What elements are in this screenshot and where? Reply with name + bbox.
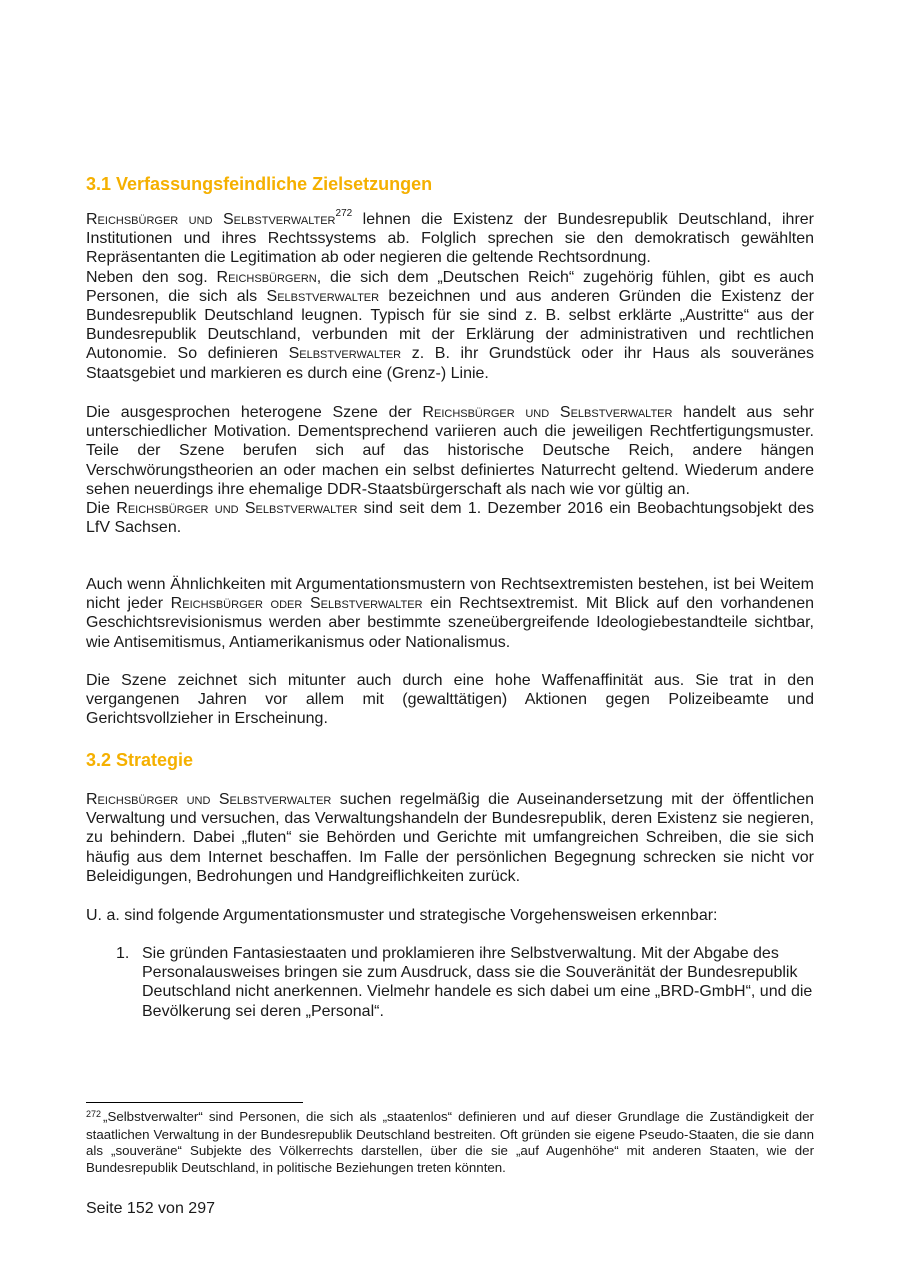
text-run: sind seit dem 1. Dezember 2016 ein Beobachtungsobjekt des LfV Sachsen. (86, 500, 814, 537)
section-body (86, 403, 814, 537)
footnote-separator (86, 1102, 303, 1103)
small-caps-term: Reichsbürger und Selbstverwalter (86, 791, 332, 808)
text-run: Die ausgesprochen heterogene Szene der (86, 404, 423, 421)
text-run: z. B. ihr Grundstück oder ihr Haus als souveränes Staatsgebiet und markieren es durch eine (Grenz-) Linie. (86, 345, 814, 382)
paragraph (86, 499, 814, 537)
paragraph (86, 671, 814, 729)
text-run: U. a. sind folgende Argumentationsmuster und strategische Vorgehensweisen erkennbar: (86, 907, 718, 924)
text-run: Neben den sog. (86, 268, 217, 286)
section-body (86, 207, 815, 383)
small-caps-term: Reichsbürger und Selbstverwalter (116, 500, 358, 518)
paragraph (86, 790, 814, 886)
small-caps-term: Reichsbürger und Selbstverwalter (86, 211, 336, 228)
paragraph (86, 906, 814, 925)
list-item-text: Sie gründen Fantasiestaaten und proklamieren ihre Selbstverwaltung. Mit der Abgabe des Personalausweises bringen sie zum Ausdruck, dass sie die Souveränität der Bundesrepublik Deutschland nicht anerkennen. Vielmehr handele es sich dabei um eine „BRD-GmbH“, und die Bevölkerung sei deren „Personal“. (142, 945, 813, 1020)
footnote (86, 1109, 814, 1176)
section-body (86, 906, 814, 925)
text-run: Die (86, 500, 117, 518)
footnote-reference: 272 (335, 207, 353, 219)
section-body (86, 575, 814, 652)
text-run: , die sich dem „Deutschen Reich“ zugehörig fühlen, gibt es auch Personen, die sich als (86, 268, 814, 305)
small-caps-term: Reichsbürger oder Selbstverwalter (170, 595, 423, 613)
text-run: ein Rechtsextremist. Mit Blick auf den vorhandenen Geschichtsrevisionismus werden aber bestimmte szeneübergreifende Ideologiebestandteile sichtbar, wie Antisemitismus, Antiamerikanismus oder Nationalismus. (86, 595, 814, 651)
small-caps-term: Selbstverwalter (266, 287, 380, 305)
text-run: lehnen die Existenz der Bundesrepublik Deutschland, ihrer Institutionen und ihres Rechtssystems ab. Folglich sprechen sie den demokratisch gewählten Repräsentanten die Legitimation ab oder negieren die geltende Rechtsordnung. (86, 211, 814, 267)
text-run: suchen regelmäßig die Auseinandersetzung mit der öffentlichen Verwaltung und versuchen, das Verwaltungshandeln der Bundesrepublik, deren Existenz sie negieren, zu behindern. Dabei „fluten“ sie Behörden und Gerichte mit umfangreichen Schreiben, die sie sich häufig aus dem Internet beschaffen. Im Falle der persönlichen Begegnung schrecken sie nicht vor Beleidigungen, Bedrohungen und Handgreiflichkeiten zurück. (86, 791, 814, 885)
page-number: Seite 152 von 297 (86, 1200, 215, 1217)
text-run: Auch wenn Ähnlichkeiten mit Argumentationsmustern von Rechtsextremisten bestehen, ist bei Weitem nicht jeder (86, 576, 814, 613)
list-item-number: 1. (116, 945, 130, 962)
small-caps-term: Reichsbürgern (216, 268, 317, 286)
paragraph (86, 403, 814, 499)
small-caps-term: Selbstverwalter (288, 345, 402, 363)
section-body (86, 790, 814, 886)
text-run: handelt aus sehr unterschiedlicher Motivation. Dementsprechend variieren auch die jeweiligen Rechtfertigungsmuster. Teile der Szene berufen sich auf das historische Deutsche Reich, andere hängen Verschwörungstheorien an oder machen ein selbst definiertes Naturrecht geltend. Wiederum andere sehen neuerdings ihre ehemalige DDR-Staatsbürgerschaft als nach wie vor gültig an. (86, 404, 815, 498)
section-heading: 3.1 Verfassungsfeindliche Zielsetzungen (86, 174, 433, 194)
small-caps-term: Reichsbürger und Selbstverwalter (422, 404, 673, 421)
text-run: Die Szene zeichnet sich mitunter auch durch eine hohe Waffenaffinität aus. Sie trat in den vergangenen Jahren vor allem mit (gewalttätigen) Aktionen gegen Polizeibeamte und Gerichtsvollzieher in Erscheinung. (86, 672, 814, 728)
paragraph (86, 207, 814, 268)
section-heading: 3.2 Strategie (86, 750, 194, 770)
footnote-number: 272 (86, 1109, 102, 1119)
footnote-text: „Selbstverwalter“ sind Personen, die sich als „staatenlos“ definieren und auf dieser Grundlage die Zuständigkeit der staatlichen Verwaltung in der Bundesrepublik Deutschland bestreiten. Oft gründen sie eigene Pseudo-Staaten, die sie dann als „souveräne“ Subjekte des Völkerrechts darstellen, über die sie „auf Augenhöhe“ mit anderen Staaten, wie der Bundesrepublik Deutschland, in politische Beziehungen treten könnten. (86, 1109, 814, 1175)
paragraph (86, 268, 814, 383)
text-run: bezeichnen und aus anderen Gründen die Existenz der Bundesrepublik Deutschland leugnen. Typisch für sie sind z. B. selbst erklärte „Austritte“ aus der Bundesrepublik Deutschland, verbunden mit der Erklärung der administrativen und rechtlichen Autonomie. So definieren (86, 287, 815, 363)
paragraph (86, 575, 814, 652)
section-body (86, 671, 814, 729)
